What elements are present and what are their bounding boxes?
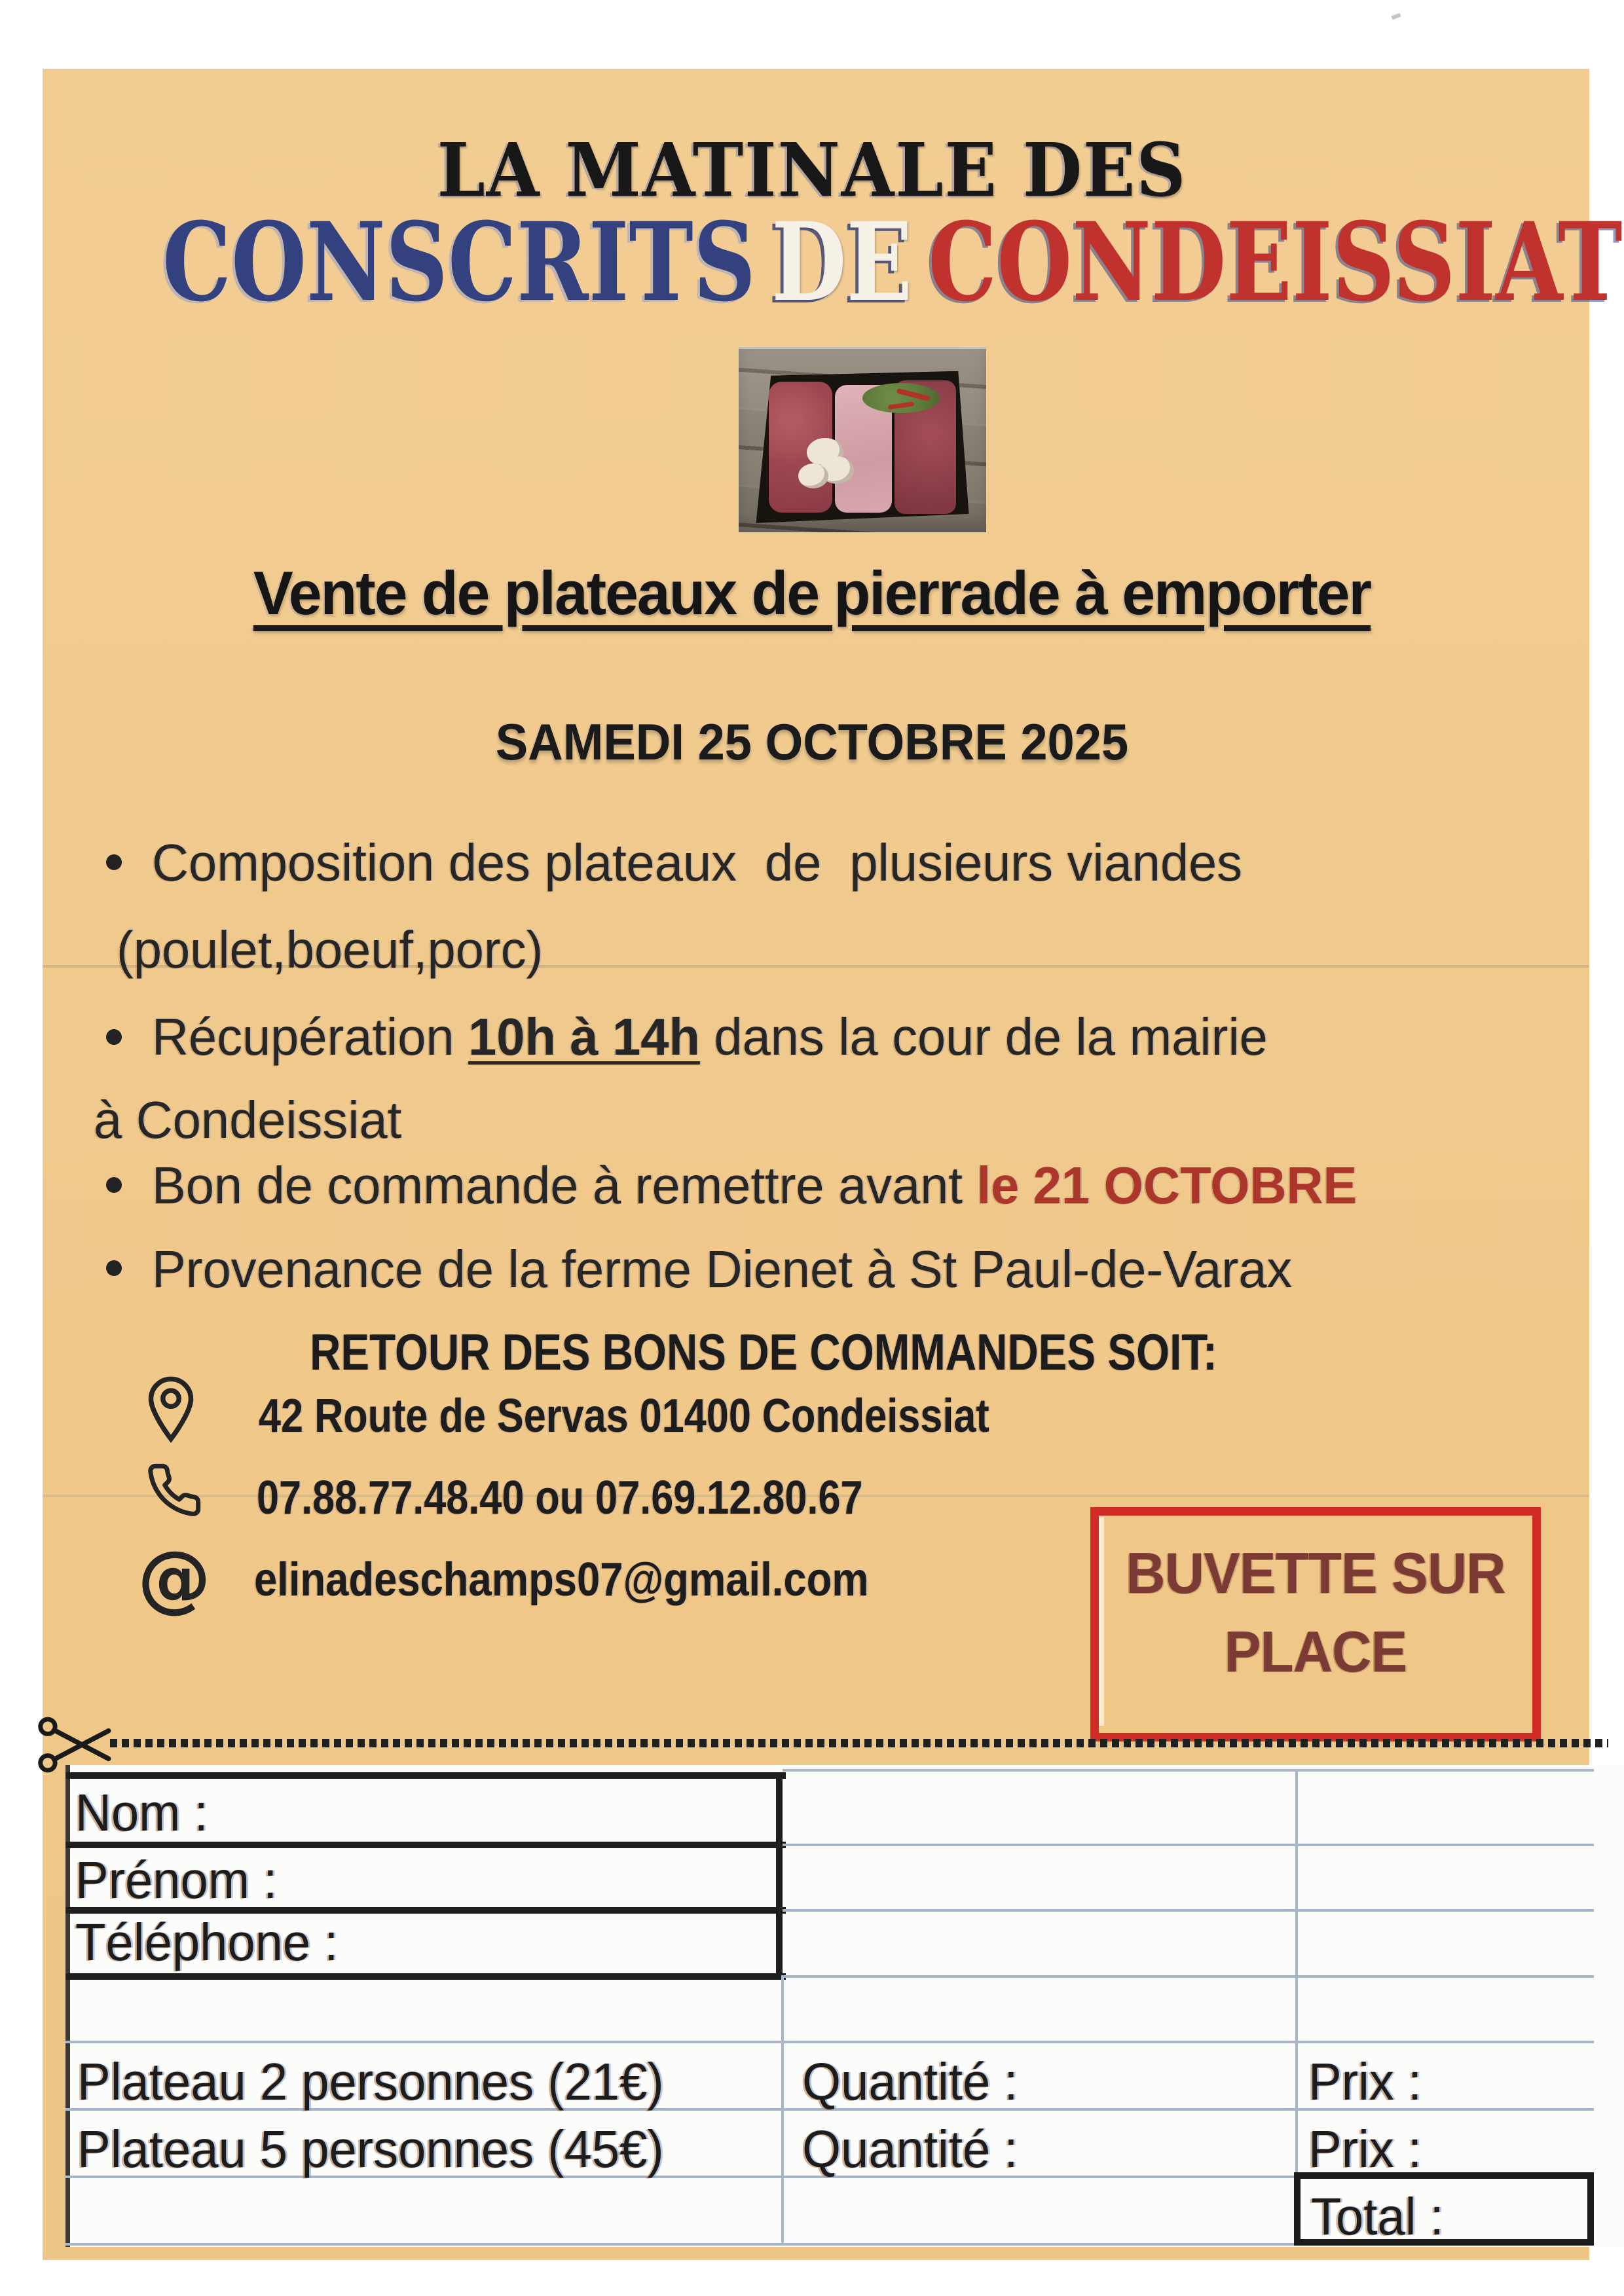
scan-speck: [1391, 13, 1401, 20]
title-word-conscrits: CONSCRITS: [162, 198, 756, 325]
table-line: [65, 1772, 786, 1779]
bullet-dot-icon: [106, 854, 122, 870]
cut-line: [110, 1739, 1608, 1747]
bullet-bon-commande: [152, 1156, 1357, 1216]
bullet-composition-cont: (poulet,boeuf,porc): [117, 920, 544, 979]
form-total-label: Total :: [1311, 2187, 1444, 2246]
buvette-line1: BUVETTE SUR: [1126, 1540, 1505, 1605]
phone-icon: [145, 1461, 203, 1519]
page-title-line1: LA MATINALE DES: [437, 128, 1187, 213]
title-word-de: DE: [771, 198, 913, 325]
table-line: [783, 1769, 1594, 1772]
bullet-recuperation: [152, 1007, 1268, 1067]
buvette-box: [1090, 1507, 1541, 1741]
bullet-time-bold: 10h à 14h: [468, 1008, 700, 1066]
bullet-provenance: Provenance de la ferme Dienet à St Paul-de-Varax: [152, 1240, 1293, 1298]
table-line: [781, 1975, 784, 2246]
email-text: elinadeschamps07@gmail.com: [254, 1554, 869, 1606]
form-label-prenom: Prénom :: [75, 1851, 278, 1909]
bullet-dot-icon: [106, 1260, 122, 1276]
bullet-dot-icon: [106, 1029, 122, 1045]
order-form: [65, 1765, 1624, 2247]
form-label-telephone: Téléphone :: [75, 1913, 339, 1971]
form-product-2: Plateau 5 personnes (45€): [77, 2120, 664, 2178]
food-photo: [739, 347, 986, 532]
title-word-condeissiat: CONDEISSIAT: [928, 198, 1623, 325]
form-product-1: Plateau 2 personnes (21€): [77, 2052, 664, 2111]
table-line: [65, 1765, 70, 2247]
table-line: [783, 1975, 1594, 1978]
table-line: [783, 1909, 1594, 1912]
form-qty-label-2: Quantité :: [802, 2120, 1018, 2178]
address-text: 42 Route de Servas 01400 Condeissiat: [259, 1390, 989, 1442]
subtitle: Vente de plateaux de pierrade à emporter: [253, 558, 1371, 627]
retour-heading: RETOUR DES BONS DE COMMANDES SOIT:: [310, 1323, 1217, 1381]
bullet-text: Récupération: [152, 1008, 469, 1066]
bullet-text: Bon de commande à remettre avant: [152, 1156, 977, 1214]
form-price-label-2: Prix :: [1308, 2120, 1422, 2178]
event-date: SAMEDI 25 OCTOBRE 2025: [495, 713, 1129, 771]
meat-tray: [756, 371, 969, 523]
table-line: [65, 2041, 1594, 2043]
table-line: [65, 1973, 786, 1980]
buvette-line2: PLACE: [1224, 1619, 1407, 1684]
at-icon: @: [138, 1536, 211, 1621]
location-pin-icon: [143, 1372, 199, 1447]
bullet-composition: [152, 833, 1242, 893]
phone-text: 07.88.77.48.40 ou 07.69.12.80.67: [257, 1472, 863, 1524]
page-title: [162, 198, 1623, 325]
bullet-text: dans la cour de la mairie: [699, 1008, 1268, 1066]
deadline-date: le 21 OCTOBRE: [976, 1156, 1357, 1214]
scan-sliver: [1099, 1517, 1104, 1726]
bullet-dot-icon: [106, 1177, 122, 1193]
table-line: [776, 1772, 783, 1980]
bullet-text: Composition des plateaux de plusieurs viandes: [152, 833, 1243, 892]
bullet-recuperation-cont: à Condeissiat: [94, 1091, 402, 1149]
form-price-label-1: Prix :: [1308, 2052, 1422, 2111]
form-label-nom: Nom :: [75, 1783, 208, 1842]
table-line: [783, 1844, 1594, 1846]
form-qty-label-1: Quantité :: [802, 2052, 1018, 2111]
